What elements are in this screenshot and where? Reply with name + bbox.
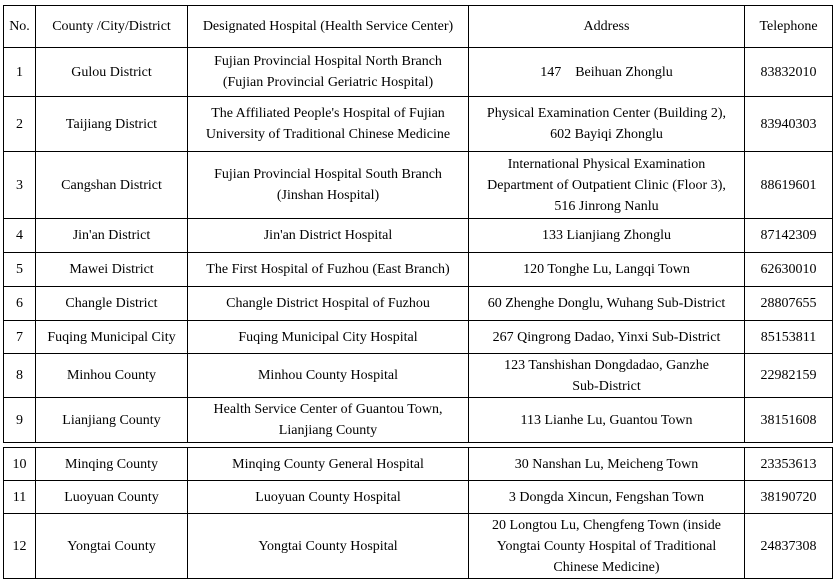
header-address: Address (469, 6, 745, 48)
table-row (4, 354, 833, 398)
address-line: 602 Bayiqi Zhonglu (550, 127, 663, 142)
table-row (4, 219, 833, 253)
cell-county: Lianjiang County (36, 398, 188, 443)
cell-hospital (188, 48, 469, 97)
address-line: 20 Longtou Lu, Chengfeng Town (inside (492, 517, 721, 533)
cell-no: 10 (4, 448, 36, 481)
cell-no: 3 (4, 152, 36, 219)
cell-hospital: Minqing County General Hospital (188, 448, 469, 481)
cell-hospital: Minhou County Hospital (188, 354, 469, 398)
header-row (4, 6, 833, 48)
table-row (4, 253, 833, 287)
cell-telephone: 23353613 (745, 448, 833, 481)
cell-county: Changle District (36, 287, 188, 321)
cell-address: 120 Tonghe Lu, Langqi Town (469, 253, 745, 287)
table-row (4, 152, 833, 219)
cell-no: 5 (4, 253, 36, 287)
address-line: Sub-District (572, 378, 641, 394)
cell-no: 6 (4, 287, 36, 321)
hospital-line: University of Traditional Chinese Medicine (205, 127, 451, 142)
cell-no: 9 (4, 398, 36, 443)
header-no: No. (4, 6, 36, 48)
cell-address: 3 Dongda Xincun, Fengshan Town (469, 481, 745, 514)
cell-address (469, 152, 745, 219)
cell-county: Minhou County (36, 354, 188, 398)
cell-hospital: Changle District Hospital of Fuzhou (188, 287, 469, 321)
table-row (4, 481, 833, 514)
cell-address: 267 Qingrong Dadao, Yinxi Sub-District (469, 321, 745, 354)
cell-address (469, 48, 745, 97)
cell-county: Taijiang District (36, 97, 188, 152)
cell-hospital (188, 152, 469, 219)
cell-no: 12 (4, 514, 36, 579)
cell-county: Luoyuan County (36, 481, 188, 514)
cell-county: Mawei District (36, 253, 188, 287)
hospital-line: (Fujian Provincial Geriatric Hospital) (222, 75, 434, 90)
cell-hospital: Jin'an District Hospital (188, 219, 469, 253)
header-telephone: Telephone (745, 6, 833, 48)
cell-telephone: 28807655 (745, 287, 833, 321)
hospital-line: (Jinshan Hospital) (276, 188, 380, 203)
cell-telephone: 38151608 (745, 398, 833, 443)
cell-no: 1 (4, 48, 36, 97)
table-row (4, 514, 833, 579)
table-row (4, 287, 833, 321)
address-line: 516 Jinrong Nanlu (554, 198, 659, 214)
cell-county: Jin'an District (36, 219, 188, 253)
header-county: County /City/District (36, 6, 188, 48)
cell-hospital: Yongtai County Hospital (188, 514, 469, 579)
address-line: Physical Examination Center (Building 2), (486, 106, 727, 121)
cell-telephone: 87142309 (745, 219, 833, 253)
address-line: Chinese Medicine) (553, 559, 660, 575)
cell-address: 60 Zhenghe Donglu, Wuhang Sub-District (469, 287, 745, 321)
cell-no: 11 (4, 481, 36, 514)
cell-address (469, 514, 745, 579)
cell-county: Cangshan District (36, 152, 188, 219)
address-line: 123 Tanshishan Dongdadao, Ganzhe (504, 357, 709, 373)
cell-hospital: The First Hospital of Fuzhou (East Branch) (188, 253, 469, 287)
cell-telephone: 83940303 (745, 97, 833, 152)
cell-address: 30 Nanshan Lu, Meicheng Town (469, 448, 745, 481)
address-line: Department of Outpatient Clinic (Floor 3), (487, 177, 726, 193)
table-row (4, 321, 833, 354)
cell-telephone: 88619601 (745, 152, 833, 219)
cell-no: 4 (4, 219, 36, 253)
cell-county: Yongtai County (36, 514, 188, 579)
cell-hospital (188, 398, 469, 443)
cell-hospital: Luoyuan County Hospital (188, 481, 469, 514)
cell-county: Gulou District (36, 48, 188, 97)
cell-hospital: Fuqing Municipal City Hospital (188, 321, 469, 354)
cell-telephone: 83832010 (745, 48, 833, 97)
hospital-table (3, 5, 833, 579)
table-row (4, 97, 833, 152)
cell-telephone: 62630010 (745, 253, 833, 287)
cell-address (469, 354, 745, 398)
cell-no: 8 (4, 354, 36, 398)
hospital-line: Fujian Provincial Hospital South Branch (214, 167, 442, 182)
cell-county: Minqing County (36, 448, 188, 481)
address-line: International Physical Examination (507, 156, 706, 172)
table-row (4, 448, 833, 481)
cell-no: 2 (4, 97, 36, 152)
hospital-line: The Affiliated People's Hospital of Fujian (211, 106, 445, 121)
table-row (4, 398, 833, 443)
cell-address: 113 Lianhe Lu, Guantou Town (469, 398, 745, 443)
cell-telephone: 38190720 (745, 481, 833, 514)
table-row (4, 48, 833, 97)
cell-no: 7 (4, 321, 36, 354)
cell-hospital (188, 97, 469, 152)
cell-county: Fuqing Municipal City (36, 321, 188, 354)
cell-address: 133 Lianjiang Zhonglu (469, 219, 745, 253)
hospital-line: Health Service Center of Guantou Town, (213, 402, 443, 417)
header-hospital: Designated Hospital (Health Service Center) (188, 6, 469, 48)
hospital-line: Lianjiang County (278, 423, 378, 438)
hospital-line: Fujian Provincial Hospital North Branch (214, 54, 442, 69)
cell-telephone: 22982159 (745, 354, 833, 398)
cell-telephone: 24837308 (745, 514, 833, 579)
cell-telephone: 85153811 (745, 321, 833, 354)
address-line: 147 Beihuan Zhonglu (540, 64, 673, 80)
cell-address (469, 97, 745, 152)
address-line: Yongtai County Hospital of Traditional (496, 538, 717, 554)
